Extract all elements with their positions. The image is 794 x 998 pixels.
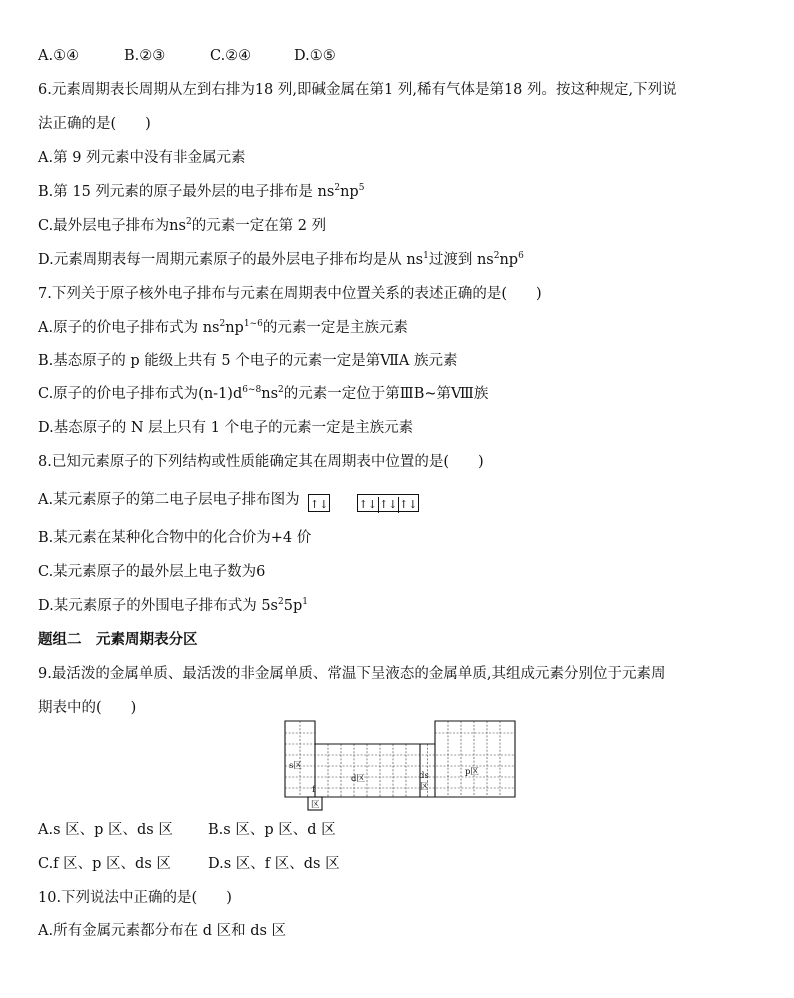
q7-option-d: D.基态原子的 N 层上只有 1 个电子的元素一定是主族元素 (38, 420, 414, 436)
q9-options-row1 (38, 821, 336, 839)
q5-option-c: C.②④ (210, 48, 252, 64)
q10-stem: 10.下列说法中正确的是( ) (38, 890, 232, 906)
q6-stem-line2: 法正确的是( ) (38, 116, 151, 132)
section-heading: 题组二 元素周期表分区 (38, 632, 198, 648)
q9-option-a: A.s 区、p 区、ds 区 (38, 822, 173, 838)
q8-stem: 8.已知元素原子的下列结构或性质能确定其在周期表中位置的是( ) (38, 454, 484, 470)
q10-option-a: A.所有金属元素都分布在 d 区和 ds 区 (38, 923, 287, 939)
periodic-table-blocks-diagram (284, 720, 516, 812)
q9-option-c: C.f 区、p 区、ds 区 (38, 856, 171, 872)
table-grid (285, 721, 515, 797)
table-outline (285, 721, 515, 797)
block-boundaries (315, 744, 435, 797)
label-f-block-line2: 区 (311, 800, 320, 810)
label-ds-block-line2: 区 (420, 782, 429, 792)
q7-option-a: A.原子的价电子排布式为 $ns^2np^{1\sim 6}$的元素一定是主族元素 (38, 319, 408, 336)
q5-option-d: D.①⑤ (294, 48, 336, 64)
q9-stem-line2: 期表中的( ) (38, 700, 137, 716)
label-p-block: p区 (465, 767, 479, 777)
q6-option-c: C.最外层电子排布为$ns^2$的元素一定在第 2 列 (38, 217, 327, 234)
q5-option-b: B.②③ (124, 48, 166, 64)
label-d-block: d区 (351, 774, 365, 784)
label-ds-block-line1: ds (419, 771, 429, 781)
label-s-block: s区 (289, 761, 302, 771)
q8-option-b: B.某元素在某种化合物中的化合价为+4 价 (38, 530, 312, 546)
q5-option-a: A.①④ (38, 48, 80, 64)
q9-options-row2 (38, 855, 340, 873)
q8-option-a: A.某元素原子的第二电子层电子排布图为 ↑↓ ↑↓ ↑↓ ↑↓ (38, 492, 418, 511)
q9-stem-line1: 9.最活泼的金属单质、最活泼的非金属单质、常温下呈液态的金属单质,其组成元素分别位于元素周 (38, 666, 666, 682)
label-f-block-line1: f (312, 785, 316, 795)
q9-option-d: D.s 区、f 区、ds 区 (208, 856, 340, 872)
q7-stem: 7.下列关于原子核外电子排布与元素在周期表中位置关系的表述正确的是( ) (38, 286, 542, 302)
q6-option-a: A.第 9 列元素中没有非金属元素 (38, 150, 246, 166)
q8-option-c: C.某元素原子的最外层上电子数为6 (38, 564, 266, 580)
q7-option-c: C.原子的价电子排布式为$(n-1)d^{6\sim 8}ns^2$的元素一定位于第ⅢB~第Ⅷ族 (38, 385, 489, 402)
q6-option-b: B.第 15 列元素的原子最外层的电子排布是 $ns^2np^5$ (38, 183, 365, 200)
q5-options (38, 47, 336, 65)
q7-option-b: B.基态原子的 p 能级上共有 5 个电子的元素一定是第ⅦA 族元素 (38, 353, 458, 369)
q6-option-d: D.元素周期表每一周期元素原子的最外层电子排布均是从 $ns^1$过渡到 $ns^2np^6$ (38, 251, 524, 268)
q9-option-b: B.s 区、p 区、d 区 (208, 822, 336, 838)
q8-option-d: D.某元素原子的外围电子排布式为 $5s^25p^1$ (38, 597, 308, 614)
q6-stem-line1: 6.元素周期表长周期从左到右排为18 列,即碱金属在第1 列,稀有气体是第18 列。按这种规定,下列说 (38, 82, 677, 98)
orbital-box-2p: ↑↓ ↑↓ ↑↓ (357, 494, 419, 512)
orbital-box-2s: ↑↓ (308, 494, 330, 512)
